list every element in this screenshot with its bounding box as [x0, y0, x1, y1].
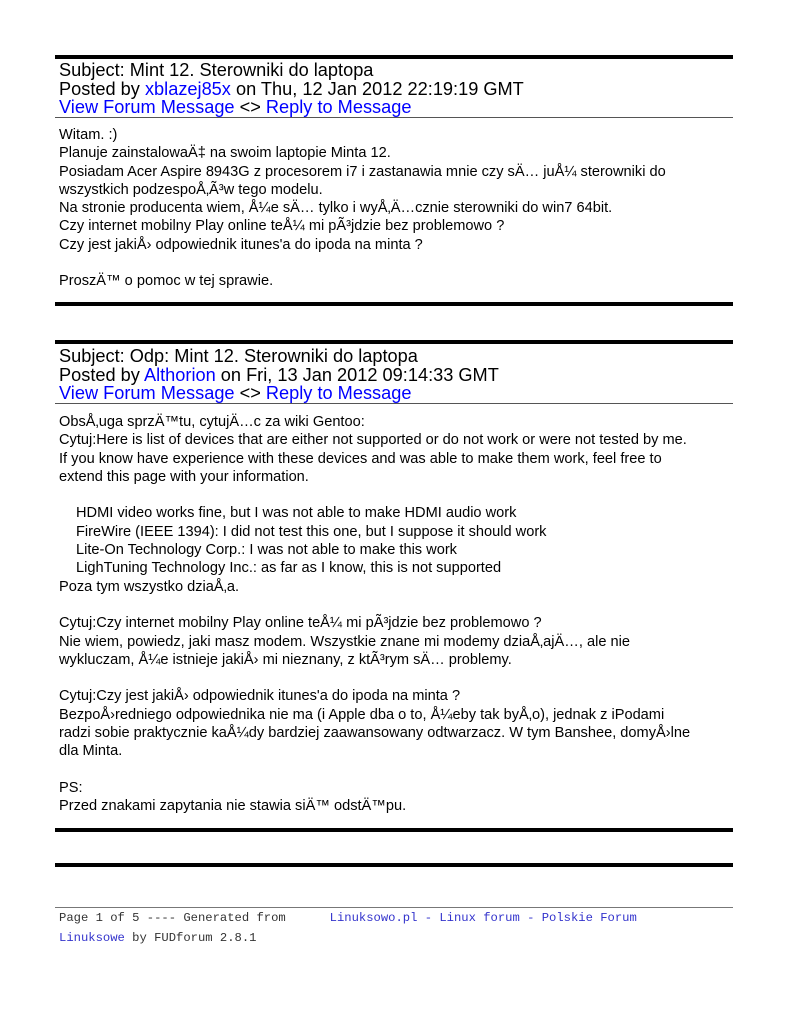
- post-2-actions: [59, 384, 731, 403]
- post-text-line: dla Minta.: [59, 743, 123, 760]
- blank-line: [59, 761, 735, 779]
- post-text-line: LighTuning Technology Inc.: as far as I know, this is not supported: [76, 560, 502, 577]
- blank-line: [59, 596, 735, 614]
- post-1-subject: Subject: Mint 12. Sterowniki do laptopa: [59, 60, 374, 80]
- post-text-line: Nie wiem, powiedz, jaki masz modem. Wszystkie znane mi modemy dziaÅ‚ajÄ…, ale nie: [59, 633, 630, 650]
- post-2-subject: Subject: Odp: Mint 12. Sterowniki do laptopa: [59, 346, 418, 366]
- post-text-line: Czy jest jakiÅ› odpowiednik itunes'a do ipoda na minta ?: [59, 236, 423, 253]
- blank-line: [59, 486, 735, 504]
- post-2-header: [59, 347, 731, 403]
- post-text-line: ObsÅ‚uga sprzÄ™tu, cytujÄ…c za wiki Gentoo:: [59, 414, 365, 430]
- post-text-line: PS:: [59, 779, 83, 796]
- page-end-rule: [55, 863, 733, 867]
- footer-generator: by FUDforum 2.8.1: [124, 931, 257, 945]
- post-text-line: Posiadam Acer Aspire 8943G z procesorem i7 i zastanawia mnie czy sÄ… juÅ¼ sterowniki do: [59, 163, 666, 180]
- post-2-author-link[interactable]: Althorion: [143, 364, 216, 385]
- post-text-line: ProszÄ™ o pomoc w tej sprawie.: [59, 273, 274, 290]
- post-text-line: Planuje zainstalowaÄ‡ na swoim laptopie Minta 12.: [59, 145, 391, 162]
- post-text-line: If you know have experience with these devices and was able to make them work, feel free to: [59, 450, 662, 467]
- post-text-line: Lite-On Technology Corp.: I was not able to make this work: [76, 542, 457, 559]
- post-1-view-forum-message-link[interactable]: View Forum Message: [59, 97, 235, 117]
- post-text-line: Poza tym wszystko dziaÅ‚a.: [59, 578, 240, 595]
- post-text-line: Czy internet mobilny Play online teÅ¼ mi pÃ³jdzie bez problemowo ?: [59, 218, 505, 235]
- footer-site-link-cont[interactable]: Linuksowe: [59, 931, 125, 945]
- post-text-line: HDMI video works fine, but I was not able to make HDMI audio work: [76, 505, 517, 522]
- blank-line: [59, 669, 735, 687]
- post-text-line: wszystkich podzespoÅ‚Ã³w tego modelu.: [59, 181, 323, 198]
- post-text-line: FireWire (IEEE 1394): I did not test this one, but I suppose it should work: [76, 523, 547, 540]
- post-2-posted-line: [59, 366, 731, 385]
- post-text-line: wykluczam, Å¼e istnieje jakiÅ› mi nieznany, z ktÃ³rym sÄ… problemy.: [59, 651, 512, 668]
- post-text-line: BezpoÅ›redniego odpowiednika nie ma (i Apple dba o to, Å¼eby tak byÅ‚o), jednak z iPodami: [59, 706, 665, 723]
- post-2-view-forum-message-link[interactable]: View Forum Message: [59, 383, 235, 403]
- post-text-line: Cytuj:Czy internet mobilny Play online teÅ¼ mi pÃ³jdzie bez problemowo ?: [59, 615, 542, 632]
- post-text-line: Cytuj:Czy jest jakiÅ› odpowiednik itunes'a do ipoda na minta ?: [59, 688, 461, 705]
- post-text-line: extend this page with your information.: [59, 468, 309, 485]
- post-1-posted-line: [59, 80, 731, 99]
- post-1-header-rule: [55, 117, 733, 118]
- post-1-header: [59, 61, 731, 117]
- footer-page-info: Page 1 of 5 ---- Generated from: [59, 911, 286, 925]
- post-1-date: on Thu, 12 Jan 2012 22:19:19 GMT: [230, 78, 524, 99]
- post-1-reply-link[interactable]: Reply to Message: [265, 97, 412, 117]
- post-text-line: Witam. :): [59, 127, 118, 143]
- post-2-reply-link[interactable]: Reply to Message: [265, 383, 412, 403]
- post-2-date: on Fri, 13 Jan 2012 09:14:33 GMT: [215, 364, 499, 385]
- post-2-bottom-rule: [55, 828, 733, 832]
- post-text-line: radzi sobie praktycznie kaÅ¼dy bardziej zaawansowany odtwarzacz. W tym Banshee, domyÅ›lne: [59, 725, 691, 742]
- posted-by-label: Posted by: [59, 364, 144, 385]
- post-1-bottom-rule: [55, 302, 733, 306]
- post-2-body: [59, 413, 735, 816]
- link-separator: <>: [234, 97, 266, 117]
- link-separator: <>: [234, 383, 266, 403]
- blank-line: [59, 254, 735, 272]
- post-text-line: Przed znakami zapytania nie stawia siÄ™ odstÄ™pu.: [59, 798, 407, 815]
- post-1-actions: [59, 98, 731, 117]
- footer-site-link[interactable]: Linuksowo.pl - Linux forum - Polskie Forum: [329, 911, 637, 925]
- posted-by-label: Posted by: [59, 78, 145, 99]
- post-text-line: Na stronie producenta wiem, Å¼e sÄ… tylko i wyÅ‚Ä…cznie sterowniki do win7 64bit.: [59, 200, 613, 217]
- post-2-header-rule: [55, 403, 733, 404]
- page-footer: [59, 908, 735, 948]
- post-text-line: Cytuj:Here is list of devices that are either not supported or do not work or were not tested by me.: [59, 432, 687, 449]
- post-2-top-rule: [55, 340, 733, 344]
- post-1-body: [59, 126, 735, 291]
- post-1-top-rule: [55, 55, 733, 59]
- post-1-author-link[interactable]: xblazej85x: [144, 78, 231, 99]
